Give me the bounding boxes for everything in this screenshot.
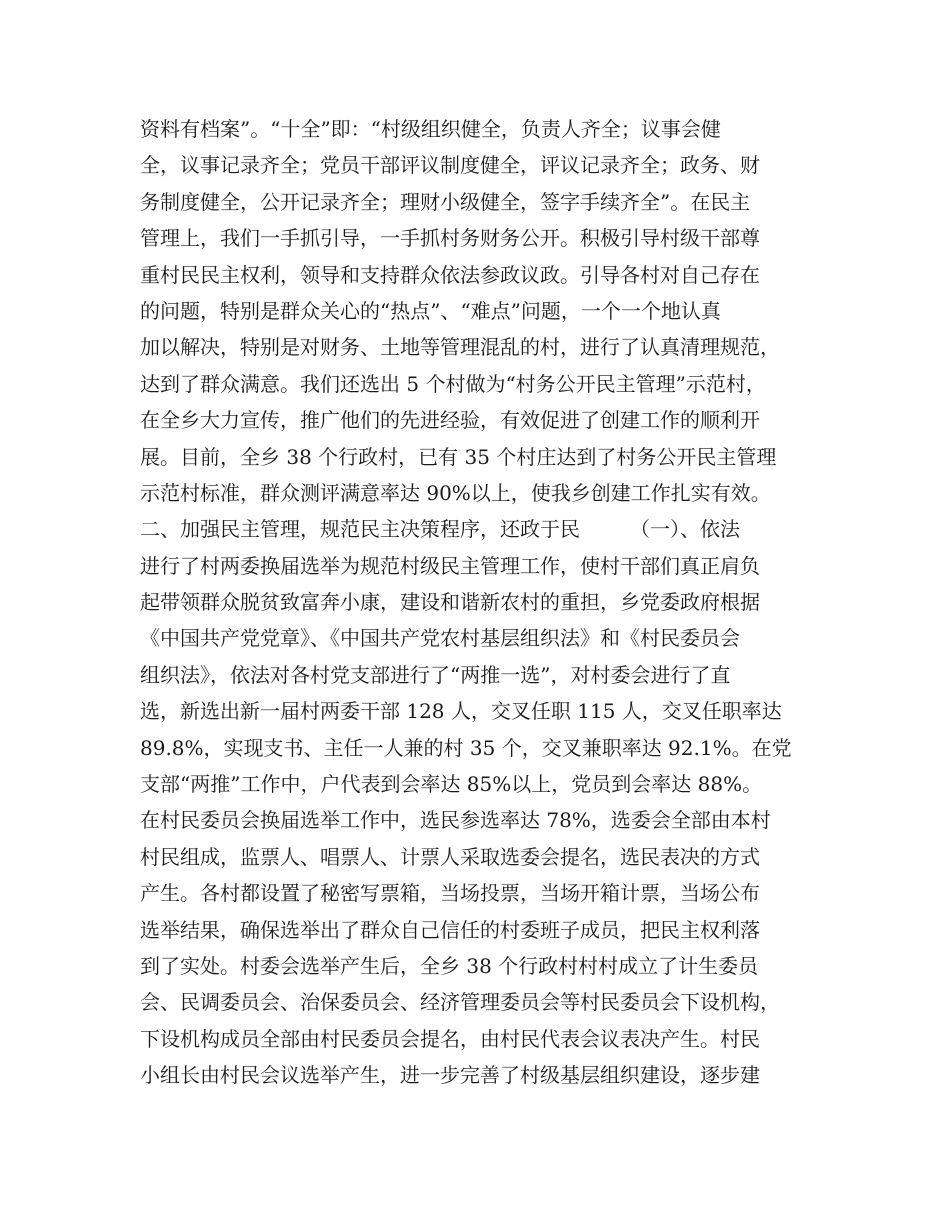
text-line: 示范村标准，群众测评满意率达 90%以上，使我乡创建工作扎实有效。 — [140, 480, 771, 505]
text-line: 支部“两推”工作中，户代表到会率达 85%以上，党员到会率达 88%。 — [140, 772, 763, 797]
text-line: 选，新选出新一届村两委干部 128 人，交叉任职 115 人，交叉任职率达 — [140, 699, 782, 724]
text-line: 务制度健全，公开记录齐全；理财小级健全，签字手续齐全”。在民主 — [140, 189, 751, 214]
text-line: 村民组成，监票人、唱票人、计票人采取选委会提名，选民表决的方式 — [140, 844, 760, 869]
text-line: 《中国共产党党章》、《中国共产党农村基层组织法》和《村民委员会 — [140, 626, 740, 651]
text-line: 到了实处。村委会选举产生后，全乡 38 个行政村村村成立了计生委员 — [140, 953, 759, 978]
text-line: 起带领群众脱贫致富奔小康，建设和谐新农村的重担，乡党委政府根据 — [140, 590, 760, 615]
text-line: 选举结果，确保选举出了群众自己信任的村委班子成员，把民主权利落 — [140, 917, 760, 942]
text-line: 进行了村两委换届选举为规范村级民主管理工作，使村干部们真正肩负 — [140, 553, 760, 578]
text-line: 组织法》，依法对各村党支部进行了“两推一选”，对村委会进行了直 — [140, 662, 731, 687]
text-line: 全，议事记录齐全；党员干部评议制度健全，评议记录齐全；政务、财 — [140, 153, 760, 178]
text-line: 达到了群众满意。我们还选出 5 个村做为“村务公开民主管理”示范村， — [140, 371, 766, 396]
text-line: 重村民民主权利，领导和支持群众依法参政议政。引导各村对自己存在 — [140, 262, 760, 287]
text-line: 89.8%，实现支书、主任一人兼的村 35 个，交叉兼职率达 92.1%。在党 — [140, 735, 792, 760]
text-line: 会、民调委员会、治保委员会、经济管理委员会等村民委员会下设机构， — [140, 990, 780, 1015]
text-line: 小组长由村民会议选举产生，进一步完善了村级基层组织建设，逐步建 — [140, 1063, 760, 1088]
text-line: 在村民委员会换届选举工作中，选民参选率达 78%，选委会全部由本村 — [140, 808, 771, 833]
text-line: 展。目前，全乡 38 个行政村，已有 35 个村庄达到了村务公开民主管理 — [140, 444, 777, 469]
text-line: 在全乡大力宣传，推广他们的先进经验，有效促进了创建工作的顺利开 — [140, 408, 760, 433]
text-line: 下设机构成员全部由村民委员会提名，由村民代表会议表决产生。村民 — [140, 1026, 760, 1051]
text-line: 资料有档案”。“十全”即：“村级组织健全，负责人齐全；议事会健 — [140, 117, 721, 141]
body-text — [140, 111, 830, 1094]
text-line: 加以解决，特别是对财务、土地等管理混乱的村，进行了认真清理规范， — [140, 335, 780, 360]
section-heading-line: 二、加强民主管理，规范民主决策程序，还政于民 （一）、依法 — [140, 517, 740, 542]
text-line: 的问题，特别是群众关心的“热点”、“难点”问题，一个一个地认真 — [140, 298, 721, 323]
text-line: 管理上，我们一手抓引导，一手抓村务财务公开。积极引导村级干部尊 — [140, 226, 760, 251]
text-line: 产生。各村都设置了秘密写票箱，当场投票，当场开箱计票，当场公布 — [140, 881, 760, 906]
